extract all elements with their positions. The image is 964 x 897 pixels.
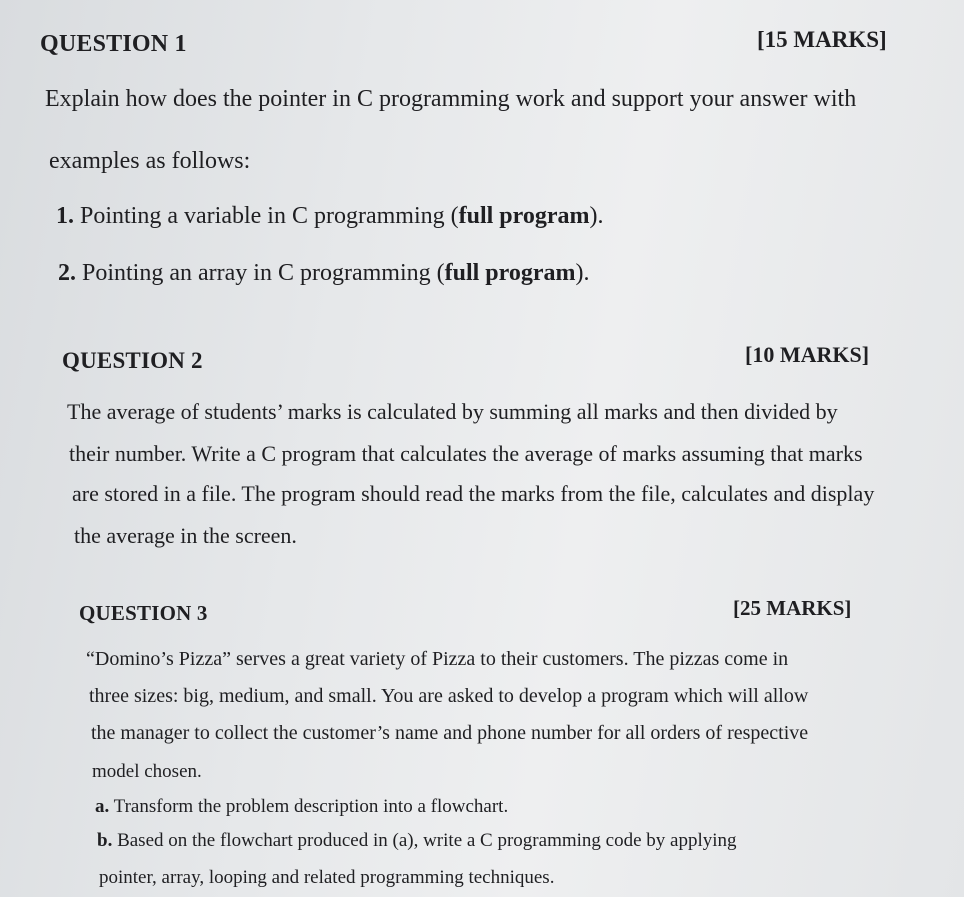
question-1-text-line-1: Explain how does the pointer in C programming work and support your answer with xyxy=(45,86,857,112)
item-text-end: ). xyxy=(575,260,590,286)
question-1-marks: [15 MARKS] xyxy=(757,27,887,52)
question-2-text-line-4: the average in the screen. xyxy=(74,523,297,548)
question-2-text-line-3: are stored in a file. The program should read the marks from the file, calculates and display xyxy=(72,481,875,506)
item-label: b. xyxy=(97,830,113,851)
question-3-marks: [25 MARKS] xyxy=(733,596,852,620)
question-3-item-b-continuation: pointer, array, looping and related programming techniques. xyxy=(99,867,555,888)
question-2-text-line-1: The average of students’ marks is calculated by summing all marks and then divided by xyxy=(67,399,838,424)
item-text: Transform the problem description into a flowchart. xyxy=(113,796,509,817)
question-1-item-1 xyxy=(56,203,604,230)
question-3-text-line-3: the manager to collect the customer’s name and phone number for all orders of respective xyxy=(91,722,809,744)
question-3-item-a xyxy=(95,796,508,818)
item-text: Pointing a variable in C programming ( xyxy=(80,203,459,229)
item-number: 2. xyxy=(58,260,76,286)
item-text-end: ). xyxy=(589,203,604,229)
question-3-text-line-2: three sizes: big, medium, and small. You are asked to develop a program which will allow xyxy=(89,685,809,707)
question-2-text-line-2: their number. Write a C program that calculates the average of marks assuming that marks xyxy=(69,441,863,466)
question-1-item-2 xyxy=(58,260,590,287)
item-label: a. xyxy=(95,796,110,817)
question-3-text-line-4: model chosen. xyxy=(92,761,202,782)
item-bold-text: full program xyxy=(458,203,590,229)
question-2-title: QUESTION 2 xyxy=(62,348,203,373)
item-number: 1. xyxy=(56,203,74,229)
question-2-marks: [10 MARKS] xyxy=(745,342,870,367)
item-text: Based on the flowchart produced in (a), write a C programming code by applying xyxy=(117,830,737,851)
question-3-item-b xyxy=(97,830,737,852)
item-bold-text: full program xyxy=(444,260,576,286)
question-3-title: QUESTION 3 xyxy=(79,601,208,625)
question-1-title: QUESTION 1 xyxy=(40,31,187,57)
question-3-text-line-1: “Domino’s Pizza” serves a great variety of Pizza to their customers. The pizzas come in xyxy=(86,648,789,670)
question-1-text-line-2: examples as follows: xyxy=(49,148,251,174)
item-text: Pointing an array in C programming ( xyxy=(82,260,445,286)
